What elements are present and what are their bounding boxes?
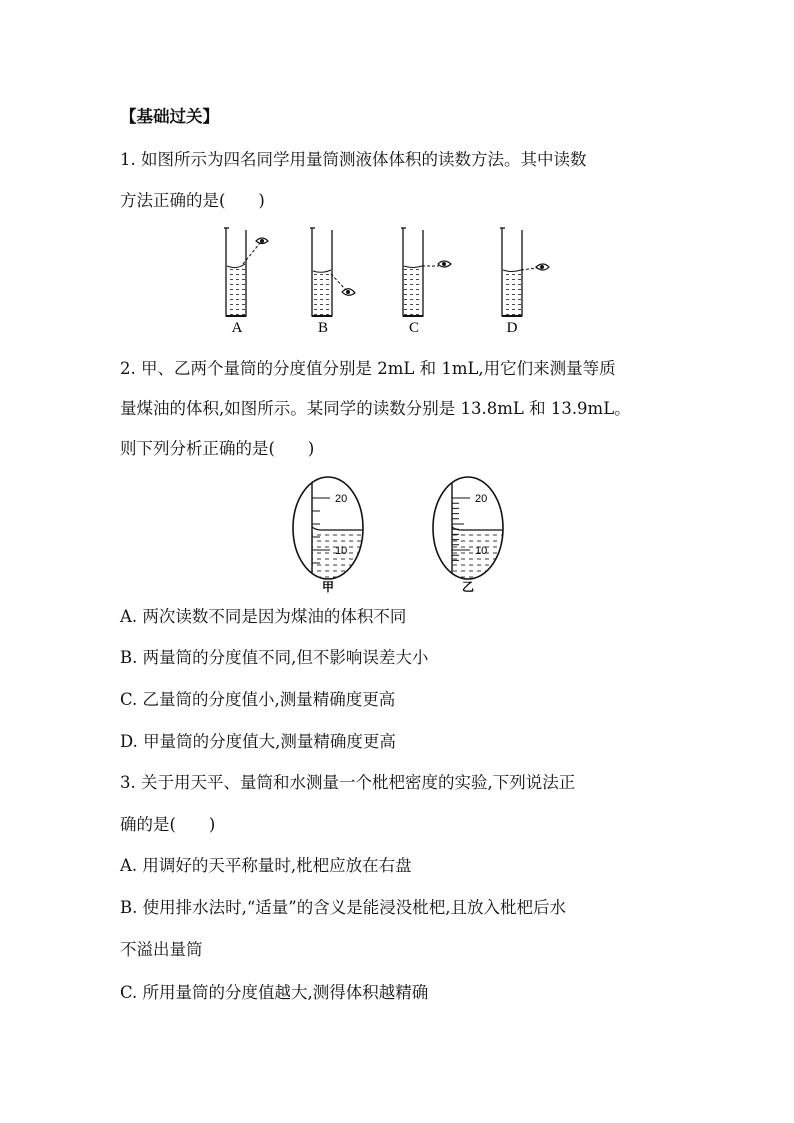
- question-2-option-a: A. 两次读数不同是因为煤油的体积不同: [120, 607, 407, 626]
- question-2-option-c: C. 乙量筒的分度值小,测量精确度更高: [120, 690, 396, 709]
- section-title: 【基础过关】: [120, 107, 219, 126]
- eye-icon: [438, 261, 451, 267]
- mark-10-yi: 10: [475, 545, 488, 557]
- question-3-line-2: 确的是( ): [120, 815, 216, 834]
- figure-magnified-cylinders: [285, 472, 515, 596]
- eye-icon: [256, 238, 268, 244]
- question-3-option-c: C. 所用量筒的分度值越大,测得体积越精确: [120, 983, 429, 1002]
- cylinder-d: [500, 228, 549, 316]
- label-c: C: [408, 320, 420, 336]
- question-2-option-b: B. 两量筒的分度值不同,但不影响误差大小: [120, 648, 429, 667]
- question-2-line-3: 则下列分析正确的是( ): [120, 439, 315, 458]
- question-1-line-1: 1. 如图所示为四名同学用量筒测液体体积的读数方法。其中读数: [120, 150, 587, 169]
- question-3-option-a: A. 用调好的天平称量时,枇杷应放在右盘: [120, 856, 412, 875]
- figure-cylinder-readings: [200, 222, 580, 337]
- eye-icon: [536, 264, 549, 270]
- eye-icon: [342, 289, 355, 296]
- label-a: A: [231, 320, 243, 336]
- cylinder-c: [401, 228, 451, 316]
- label-d: D: [506, 320, 518, 336]
- question-3-option-b-continued: 不溢出量筒: [120, 940, 203, 959]
- question-2-option-d: D. 甲量筒的分度值大,测量精确度更高: [120, 732, 396, 751]
- question-3-line-1: 3. 关于用天平、量筒和水测量一个枇杷密度的实验,下列说法正: [120, 773, 576, 792]
- mark-20-jia: 20: [335, 493, 348, 505]
- question-2-line-1: 2. 甲、乙两个量筒的分度值分别是 2mL 和 1mL,用它们来测量等质: [120, 359, 616, 378]
- mark-20-yi: 20: [475, 493, 488, 505]
- question-2-line-2: 量煤油的体积,如图所示。某同学的读数分别是 13.8mL 和 13.9mL。: [120, 399, 631, 418]
- cylinder-jia: [293, 472, 367, 592]
- question-1-line-2: 方法正确的是( ): [120, 191, 265, 210]
- label-b: B: [317, 320, 329, 336]
- caption-yi: 乙: [461, 580, 475, 594]
- question-3-option-b: B. 使用排水法时,“适量”的含义是能浸没枇杷,且放入枇杷后水: [120, 898, 566, 917]
- caption-jia: 甲: [321, 580, 335, 594]
- cylinder-b: [310, 228, 355, 316]
- mark-10-jia: 10: [335, 545, 348, 557]
- cylinder-a: [224, 228, 268, 316]
- cylinder-yi: [433, 472, 507, 592]
